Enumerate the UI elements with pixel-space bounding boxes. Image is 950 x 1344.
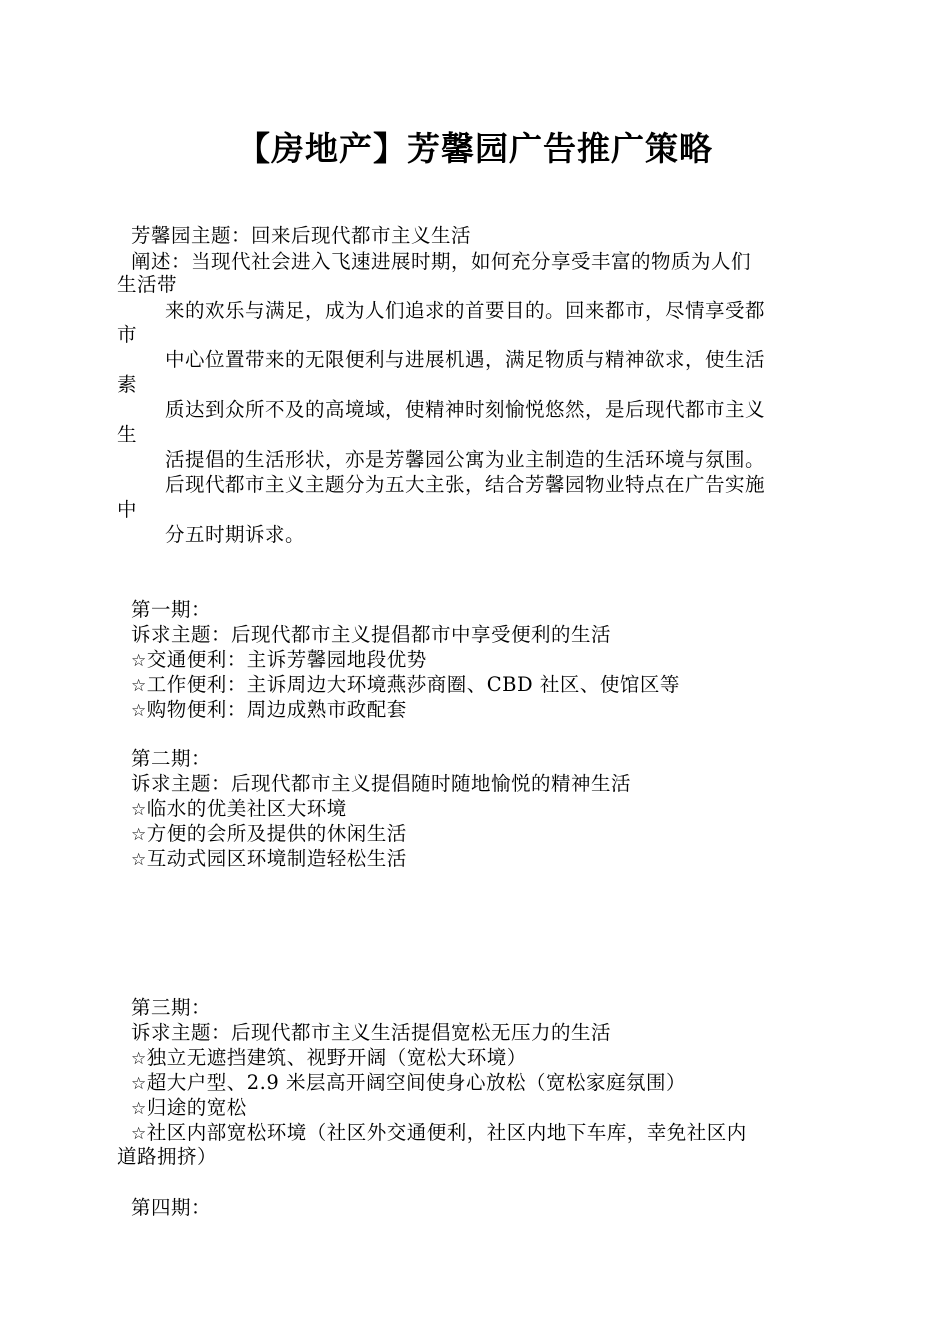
- intro-line: 来的欢乐与满足，成为人们追求的首要目的。回来都市，尽情享受都: [165, 299, 766, 322]
- star-icon: ☆: [131, 1074, 147, 1094]
- phase3-item: [131, 1120, 747, 1147]
- intro-line: 中心位置带来的无限便利与进展机遇，满足物质与精神欲求，使生活: [165, 348, 766, 371]
- phase3-item: [131, 1095, 247, 1122]
- intro-line: 阐述：当现代社会进入飞速进展时期，如何充分享受丰富的物质为人们: [131, 250, 752, 273]
- star-icon: ☆: [131, 850, 147, 870]
- phase2-theme: 诉求主题：后现代都市主义提倡随时随地愉悦的精神生活: [131, 772, 632, 795]
- phase3-theme: 诉求主题：后现代都市主义生活提倡宽松无压力的生活: [131, 1021, 612, 1044]
- star-icon: ☆: [131, 651, 147, 671]
- phase3-item-text: 超大户型、2.9 米层高开阔空间使身心放松（宽松家庭氛围）: [146, 1071, 686, 1094]
- phase3-item: [131, 1045, 527, 1072]
- star-icon: ☆: [131, 825, 147, 845]
- star-icon: ☆: [131, 676, 147, 696]
- phase1-item-text: 交通便利：主诉芳馨园地段优势: [146, 648, 427, 671]
- phase2-item-text: 临水的优美社区大环境: [146, 797, 347, 820]
- star-icon: ☆: [131, 701, 147, 721]
- star-icon: ☆: [131, 1099, 147, 1119]
- intro-line: 分五时期诉求。: [165, 523, 306, 546]
- phase3-item-wrap: 道路拥挤）: [117, 1145, 218, 1168]
- phase2-item: [131, 796, 347, 823]
- intro-line: 生: [117, 423, 138, 446]
- intro-line: 素: [117, 373, 138, 396]
- phase3-item: [131, 1070, 686, 1097]
- phase3-heading: 第三期：: [131, 996, 212, 1019]
- phase1-item: [131, 697, 407, 724]
- phase1-theme: 诉求主题：后现代都市主义提倡都市中享受便利的生活: [131, 623, 612, 646]
- star-icon: ☆: [131, 1049, 147, 1069]
- phase2-item-text: 互动式园区环境制造轻松生活: [146, 847, 407, 870]
- phase3-item-text: 独立无遮挡建筑、视野开阔（宽松大环境）: [146, 1046, 527, 1069]
- phase1-item-text: 购物便利：周边成熟市政配套: [146, 698, 407, 721]
- phase2-item-text: 方便的会所及提供的休闲生活: [146, 822, 407, 845]
- intro-line: 市: [117, 323, 138, 346]
- intro-line: 后现代都市主义主题分为五大主张，结合芳馨园物业特点在广告实施: [165, 473, 766, 496]
- phase3-item-text: 归途的宽松: [146, 1096, 247, 1119]
- phase2-item: [131, 821, 407, 848]
- star-icon: ☆: [131, 1124, 147, 1144]
- intro-theme: 芳馨园主题：回来后现代都市主义生活: [131, 224, 472, 247]
- phase2-heading: 第二期：: [131, 747, 212, 770]
- phase1-heading: 第一期：: [131, 598, 212, 621]
- intro-line: 生活带: [117, 273, 178, 296]
- phase1-item: [131, 647, 427, 674]
- phase1-item: [131, 672, 680, 699]
- intro-line: 质达到众所不及的高境域，使精神时刻愉悦悠然，是后现代都市主义: [165, 398, 766, 421]
- document-title: 【房地产】芳馨园广告推广策略: [237, 129, 713, 168]
- phase3-item-text: 社区内部宽松环境（社区外交通便利，社区内地下车库，幸免社区内: [146, 1121, 747, 1144]
- intro-line: 中: [117, 498, 138, 521]
- phase2-item: [131, 846, 407, 873]
- intro-line: 活提倡的生活形状，亦是芳馨园公寓为业主制造的生活环境与氛围。: [165, 448, 766, 471]
- phase1-item-text: 工作便利：主诉周边大环境燕莎商圈、CBD 社区、使馆区等: [146, 673, 680, 696]
- phase4-heading: 第四期：: [131, 1196, 212, 1219]
- star-icon: ☆: [131, 800, 147, 820]
